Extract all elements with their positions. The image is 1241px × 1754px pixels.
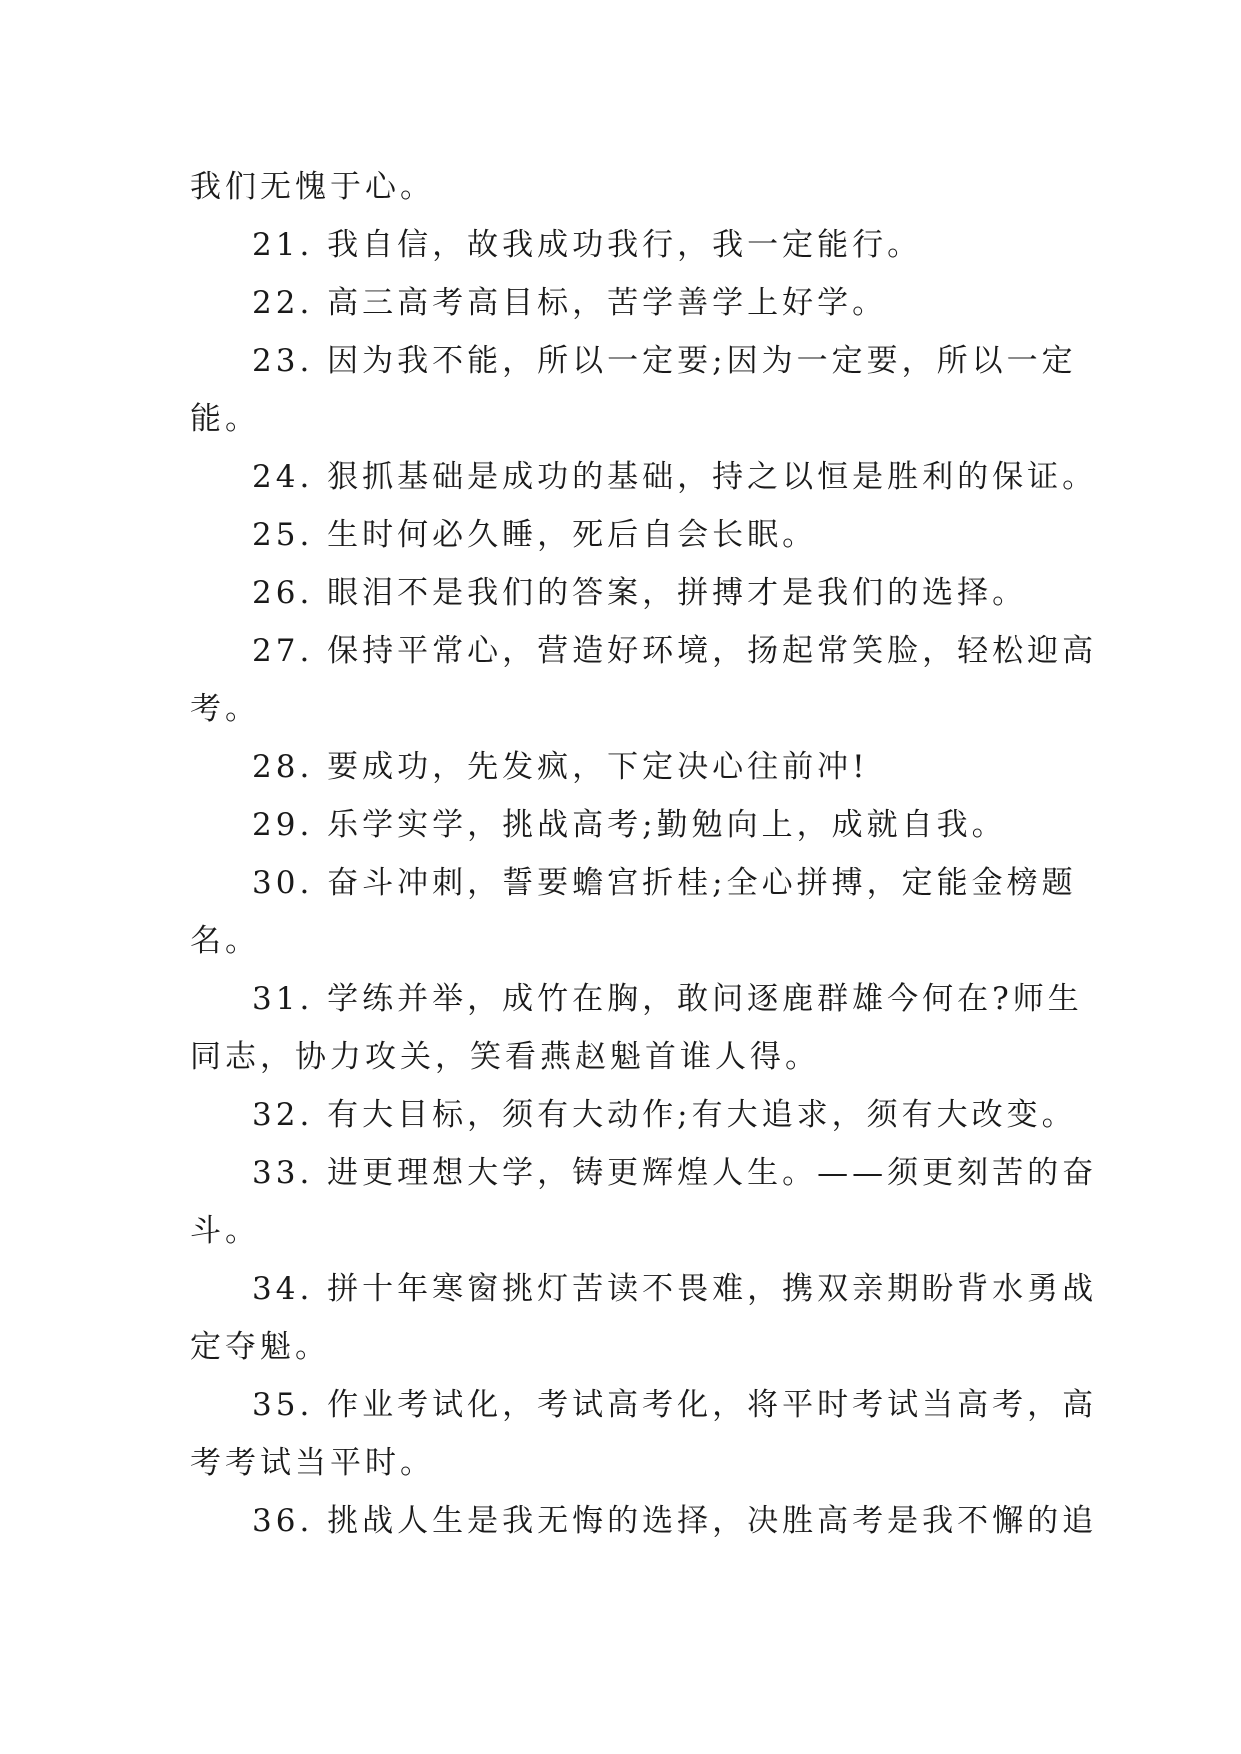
text-line: 定夺魁。 (190, 1329, 330, 1365)
text-line: 32. 有大目标，须有大动作;有大追求，须有大改变。 (252, 1097, 1077, 1133)
text-line: 30. 奋斗冲刺，誓要蟾宫折桂;全心拼搏，定能金榜题 (252, 865, 1077, 901)
text-line: 21. 我自信，故我成功我行，我一定能行。 (252, 227, 923, 263)
text-line: 能。 (190, 401, 260, 437)
text-line: 考考试当平时。 (190, 1445, 435, 1481)
text-line: 27. 保持平常心，营造好环境，扬起常笑脸，轻松迎高 (252, 633, 1098, 669)
text-line: 22. 高三高考高目标，苦学善学上好学。 (252, 285, 888, 321)
text-line: 考。 (190, 691, 260, 727)
text-line: 我们无愧于心。 (190, 169, 435, 205)
text-line: 33. 进更理想大学，铸更辉煌人生。——须更刻苦的奋 (252, 1155, 1098, 1191)
text-line: 23. 因为我不能，所以一定要;因为一定要，所以一定 (252, 343, 1077, 379)
document-body (190, 158, 1098, 1550)
text-line: 24. 狠抓基础是成功的基础，持之以恒是胜利的保证。 (252, 459, 1098, 495)
text-line: 25. 生时何必久睡，死后自会长眠。 (252, 517, 818, 553)
text-line: 29. 乐学实学，挑战高考;勤勉向上，成就自我。 (252, 807, 1007, 843)
text-line: 35. 作业考试化，考试高考化，将平时考试当高考，高 (252, 1387, 1098, 1423)
text-line: 31. 学练并举，成竹在胸，敢问逐鹿群雄今何在?师生 (252, 981, 1083, 1017)
text-line: 36. 挑战人生是我无悔的选择，决胜高考是我不懈的追 (252, 1503, 1098, 1539)
text-line: 斗。 (190, 1213, 260, 1249)
text-line: 26. 眼泪不是我们的答案，拼搏才是我们的选择。 (252, 575, 1028, 611)
text-line: 名。 (190, 923, 260, 959)
text-line: 34. 拼十年寒窗挑灯苦读不畏难，携双亲期盼背水勇战 (252, 1271, 1098, 1307)
text-line: 28. 要成功，先发疯，下定决心往前冲! (252, 749, 869, 785)
text-line: 同志，协力攻关，笑看燕赵魁首谁人得。 (190, 1039, 820, 1075)
